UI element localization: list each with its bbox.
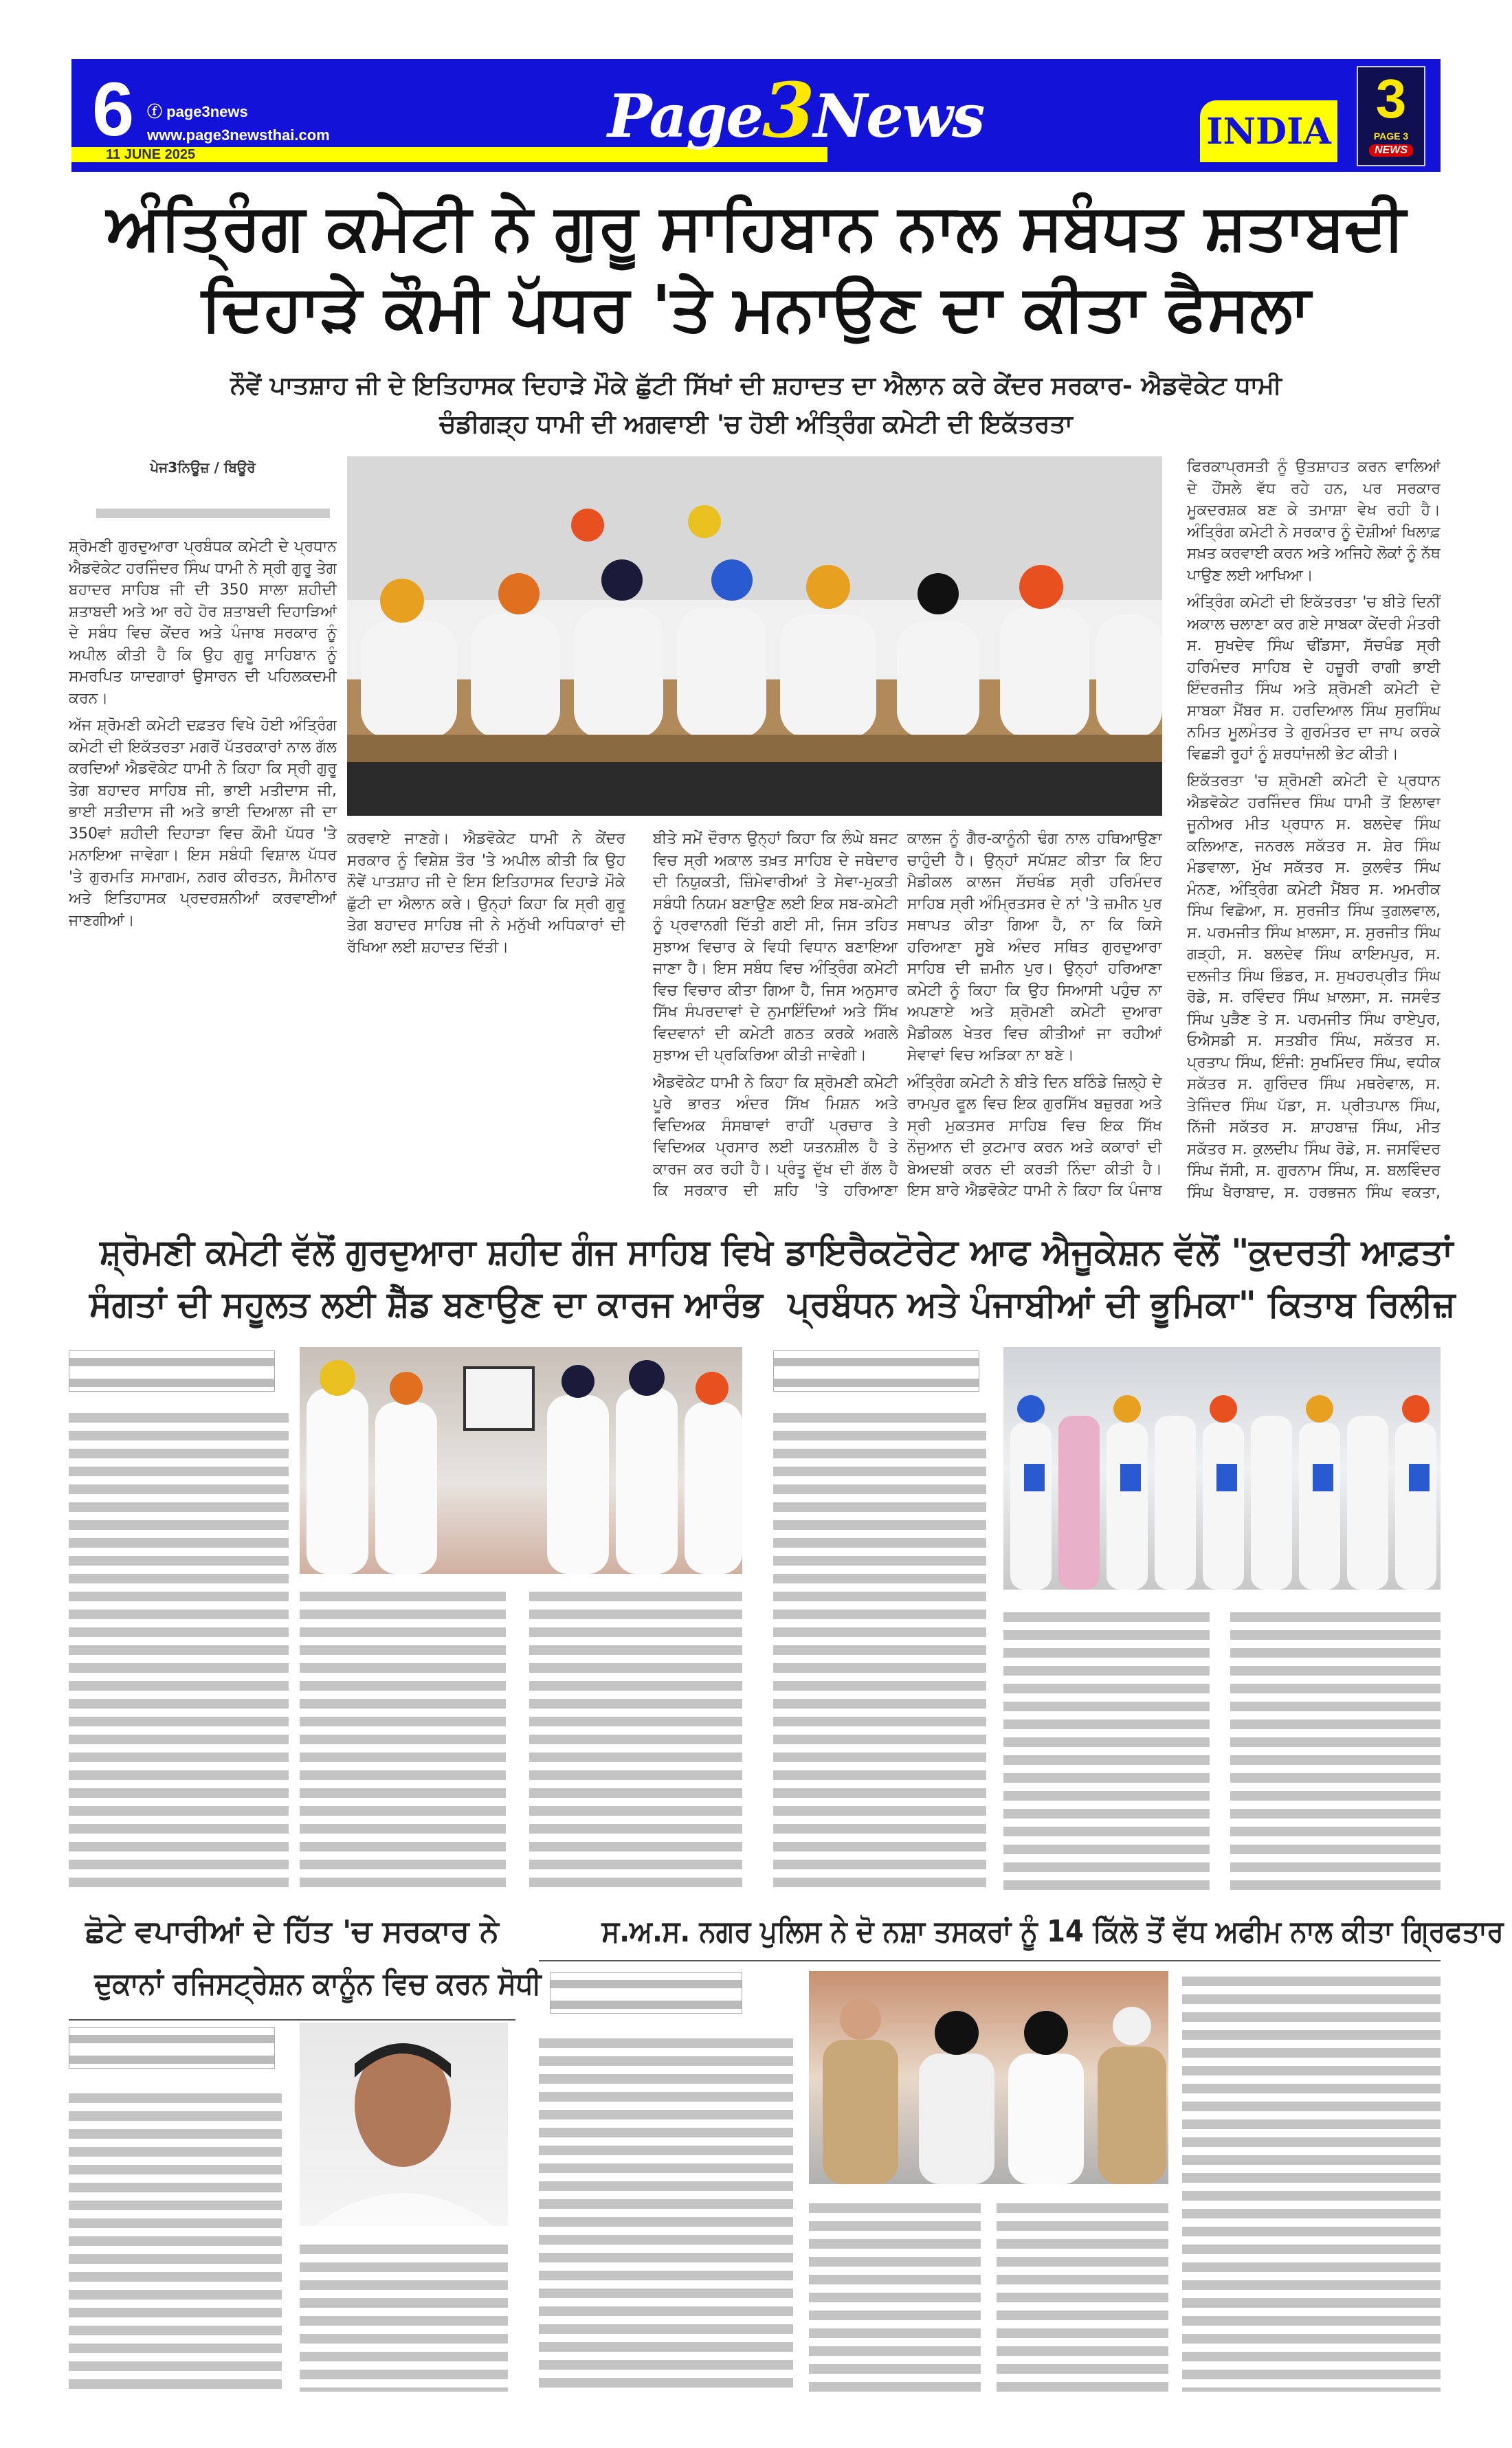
lead-subheadline bbox=[76, 367, 1436, 444]
social-links bbox=[147, 100, 330, 147]
story5-text-column bbox=[997, 2199, 1168, 2392]
page3-badge-logo: 3 PAGE 3 NEWS bbox=[1357, 66, 1425, 166]
story3-headline-line: ਪ੍ਰਬੰਧਨ ਅਤੇ ਪੰਜਾਬੀਆਂ ਦੀ ਭੂਮਿਕਾ" ਕਿਤਾਬ ਰਿਲੀਜ਼ bbox=[788, 1284, 1456, 1325]
story3-byline bbox=[773, 1350, 979, 1392]
story5-byline bbox=[550, 1972, 742, 2014]
lead-byline: ਪੇਜ3ਨਿਊਜ਼ / ਬਿਊਰੋ bbox=[150, 459, 256, 476]
story3-photo-book-release bbox=[1003, 1347, 1441, 1590]
story2-headline-line: ਸੰਗਤਾਂ ਦੀ ਸਹੂਲਤ ਲਈ ਸ਼ੈੱਡ ਬਣਾਉਣ ਦਾ ਕਾਰਜ ਆਰੰਭ bbox=[89, 1284, 763, 1325]
website-link[interactable]: www.page3newsthai.com bbox=[147, 126, 330, 144]
story5-text-column bbox=[539, 2034, 793, 2392]
lead-column-5: ਫਿਰਕਾਪ੍ਰਸਤੀ ਨੂੰ ਉਤਸ਼ਾਹਤ ਕਰਨ ਵਾਲਿਆਂ ਦੇ ਹੌਂਸਲੇ ਵੱਧ ਰਹੇ ਹਨ, ਪਰ ਸਰਕਾਰ ਮੂਕਦਰਸ਼ਕ ਬਣ ਕੇ ਤਮਾਸ਼ਾ ਵੇਖ ਰਹੀ ਹੈ। ਅੰਤ੍ਰਿੰਗ ਕਮੇਟੀ ਨੇ ਸਰਕਾਰ ਨੂੰ ਦੋਸ਼ੀਆਂ ਖਿਲਾਫ਼ ਸਖ਼ਤ ਕਰਵਾਈ ਕਰਨ ਅਤੇ ਅਜਿਹੇ ਲੋਕਾਂ ਨੂੰ ਨੱਥ ਪਾਉਣ ਲਈ ਆਖਿਆ। ਅੰਤ੍ਰਿੰਗ ਕਮੇਟੀ ਦੀ ਇਕੱਤਰਤਾ 'ਚ ਬੀਤੇ ਦਿਨੀਂ ਅਕਾਲ ਚਲਾਣਾ ਕਰ ਗਏ ਸਾਬਕਾ ਕੇਂਦਰੀ ਮੰਤਰੀ ਸ. ਸੁਖਦੇਵ ਸਿੰਘ ਢੀਂਡਸਾ, ਸੱਚਖੰਡ ਸ੍ਰੀ ਹਰਿਮੰਦਰ ਸਾਹਿਬ ਦੇ ਹਜ਼ੂਰੀ ਰਾਗੀ ਭਾਈ ਇੰਦਰਜੀਤ ਸਿੰਘ ਅਤੇ ਸ਼੍ਰੋਮਣੀ ਕਮੇਟੀ ਦੇ ਸਾਬਕਾ ਮੈਂਬਰ ਸ. ਹਰਦਿਆਲ ਸਿੰਘ ਸੁਰਸਿੰਘ ਨਮਿਤ ਮੂਲਮੰਤਰ ਤੇ ਗੁਰਮੰਤਰ ਦਾ ਜਾਪ ਕਰਕੇ ਵਿਛੜੀ ਰੂਹਾਂ ਨੂੰ ਸ਼ਰਧਾਂਜਲੀ ਭੇਟ ਕੀਤੀ। ਇਕੱਤਰਤਾ 'ਚ ਸ਼੍ਰੋਮਣੀ ਕਮੇਟੀ ਦੇ ਪ੍ਰਧਾਨ ਐਡਵੋਕੇਟ ਹਰਜਿੰਦਰ ਸਿੰਘ ਧਾਮੀ ਤੋਂ ਇਲਾਵਾ ਜੂਨੀਅਰ ਮੀਤ ਪ੍ਰਧਾਨ ਸ. ਬਲਦੇਵ ਸਿੰਘ ਕਲਿਆਣ, ਜਨਰਲ ਸਕੱਤਰ ਸ. ਸ਼ੇਰ ਸਿੰਘ ਮੰਡਵਾਲਾ, ਮੁੱਖ ਸਕੱਤਰ ਸ. ਕੁਲਵੰਤ ਸਿੰਘ ਮੰਨਣ, ਅੰਤ੍ਰਿੰਗ ਕਮੇਟੀ ਮੈਂਬਰ ਸ. ਅਮਰੀਕ ਸਿੰਘ ਵਿਛੋਆ, ਸ. ਸੁਰਜੀਤ ਸਿੰਘ ਤੁਗਲਵਾਲ, ਸ. ਪਰਮਜੀਤ ਸਿੰਘ ਖ਼ਾਲਸਾ, ਸ. ਸੁਰਜੀਤ ਸਿੰਘ ਗੜ੍ਹੀ, ਸ. ਬਲਦੇਵ ਸਿੰਘ ਕਾਇਮਪੁਰ, ਸ. ਦਲਜੀਤ ਸਿੰਘ ਭਿੰਡਰ, ਸ. ਸੁਖਹਰਪ੍ਰੀਤ ਸਿੰਘ ਰੋਡੇ, ਸ. ਰਵਿੰਦਰ ਸਿੰਘ ਖ਼ਾਲਸਾ, ਸ. ਜਸਵੰਤ ਸਿੰਘ ਪੁੜੈਣ ਤੇ ਸ. ਪਰਮਜੀਤ ਸਿੰਘ ਰਾਏਪੁਰ, ਓਐਸਡੀ ਸ. ਸਤਬੀਰ ਸਿੰਘ, ਸਕੱਤਰ ਸ. ਪ੍ਰਤਾਪ ਸਿੰਘ, ਇੰਜੀ: ਸੁਖਮਿੰਦਰ ਸਿੰਘ, ਵਧੀਕ ਸਕੱਤਰ ਸ. ਗੁਰਿੰਦਰ ਸਿੰਘ ਮਥਰੇਵਾਲ, ਸ. ਤੇਜਿੰਦਰ ਸਿੰਘ ਪੱਡਾ, ਸ. ਪ੍ਰੀਤਪਾਲ ਸਿੰਘ, ਨਿੱਜੀ ਸਕੱਤਰ ਸ. ਸ਼ਾਹਬਾਜ਼ ਸਿੰਘ, ਮੀਤ ਸਕੱਤਰ ਸ. ਕੁਲਦੀਪ ਸਿੰਘ ਰੋਡੇ, ਸ. ਜਸਵਿੰਦਰ ਸਿੰਘ ਜੱਸੀ, ਸ. ਗੁਰਨਾਮ ਸਿੰਘ, ਸ. ਬਲਵਿੰਦਰ ਸਿੰਘ ਖੈਰਾਬਾਦ, ਸ. ਹਰਭਜਨ ਸਿੰਘ ਵਕਤਾ, bbox=[1187, 458, 1441, 1201]
photo-people-illustration bbox=[1003, 1347, 1441, 1590]
lead-column-3: ਬੀਤੇ ਸਮੇਂ ਦੌਰਾਨ ਉਨ੍ਹਾਂ ਕਿਹਾ ਕਿ ਲੰਘੇ ਬਜਟ ਵਿਚ ਸ੍ਰੀ ਅਕਾਲ ਤਖ਼ਤ ਸਾਹਿਬ ਦੇ ਜਥੇਦਾਰ ਦੀ ਨਿਯੁਕਤੀ, ਜ਼ਿੰਮੇਵਾਰੀਆਂ ਤੇ ਸੇਵਾ-ਮੁਕਤੀ ਸਬੰਧੀ ਨਿਯਮ ਬਣਾਉਣ ਲਈ ਇਕ ਸਬ-ਕਮੇਟੀ ਨੂੰ ਪ੍ਰਵਾਨਗੀ ਦਿੱਤੀ ਗਈ ਸੀ, ਜਿਸ ਤਹਿਤ ਸੁਝਾਅ ਵਿਚਾਰ ਕੇ ਵਿਧੀ ਵਿਧਾਨ ਬਣਾਇਆ ਜਾਣਾ ਹੈ। ਇਸ ਸਬੰਧ ਵਿਚ ਅੰਤ੍ਰਿੰਗ ਕਮੇਟੀ ਵਿਚ ਵਿਚਾਰ ਕੀਤਾ ਗਿਆ ਹੈ, ਜਿਸ ਅਨੁਸਾਰ ਸਿੱਖ ਸੰਪਰਦਾਵਾਂ ਦੇ ਨੁਮਾਇੰਦਿਆਂ ਅਤੇ ਸਿੱਖ ਵਿਦਵਾਨਾਂ ਦੀ ਕਮੇਟੀ ਗਠਤ ਕਰਕੇ ਅਗਲੇ ਸੁਝਾਅ ਦੀ ਪ੍ਰਕਿਰਿਆ ਕੀਤੀ ਜਾਵੇਗੀ। ਐਡਵੋਕੇਟ ਧਾਮੀ ਨੇ ਕਿਹਾ ਕਿ ਸ਼੍ਰੋਮਣੀ ਕਮੇਟੀ ਪੂਰੇ ਭਾਰਤ ਅੰਦਰ ਸਿੱਖ ਮਿਸ਼ਨ ਅਤੇ ਵਿਦਿਅਕ ਸੰਸਥਾਵਾਂ ਰਾਹੀਂ ਪ੍ਰਚਾਰ ਤੇ ਵਿਦਿਅਕ ਪ੍ਰਸਾਰ ਲਈ ਯਤਨਸ਼ੀਲ ਹੈ ਤੇ ਕਾਰਜ ਕਰ ਰਹੀ ਹੈ। ਪ੍ਰੰਤੂ ਦੁੱਖ ਦੀ ਗੱਲ ਹੈ ਕਿ ਸਰਕਾਰ ਦੀ ਸ਼ਹਿ 'ਤੇ ਹਰਿਆਣਾ bbox=[653, 830, 898, 1199]
story3-text-column bbox=[1003, 1608, 1210, 1890]
story3-text-column bbox=[773, 1409, 986, 1890]
story5-text-column bbox=[809, 2199, 981, 2392]
lead-headline bbox=[76, 187, 1436, 349]
portrait-illustration bbox=[300, 2023, 508, 2226]
lead-headline-line: ਦਿਹਾੜੇ ਕੌਮੀ ਪੱਧਰ 'ਤੇ ਮਨਾਉਣ ਦਾ ਕੀਤਾ ਫੈਸਲਾ bbox=[201, 271, 1311, 345]
facebook-handle[interactable]: page3news bbox=[166, 103, 248, 120]
story4-portrait-photo bbox=[300, 2023, 508, 2226]
issue-date: 11 JUNE 2025 bbox=[106, 147, 196, 162]
newspaper-logo: Page3News bbox=[608, 66, 984, 155]
story2-headline-line: ਸ਼੍ਰੋਮਣੀ ਕਮੇਟੀ ਵੱਲੋਂ ਗੁਰਦੁਆਰਾ ਸ਼ਹੀਦ ਗੰਜ ਸਾਹਿਬ ਵਿਖੇ bbox=[99, 1232, 773, 1273]
story2-photo-foundation-stone bbox=[300, 1347, 742, 1574]
story4-headline-line: ਦੁਕਾਨਾਂ ਰਜਿਸਟ੍ਰੇਸ਼ਨ ਕਾਨੂੰਨ ਵਿਚ ਕਰਨ ਸੋਧੀ bbox=[94, 1966, 542, 2001]
story4-headline bbox=[69, 1906, 542, 2010]
photo-people-illustration bbox=[300, 1347, 742, 1574]
story5-photo-arrested-suspects bbox=[809, 1971, 1168, 2184]
lead-subheadline-line: ਨੌਵੇਂ ਪਾਤਸ਼ਾਹ ਜੀ ਦੇ ਇਤਿਹਾਸਕ ਦਿਹਾੜੇ ਮੌਕੇ ਛੁੱਟੀ ਸਿੱਖਾਂ ਦੀ ਸ਼ਹਾਦਤ ਦਾ ਐਲਾਨ ਕਰੇ ਕੇਂਦਰ ਸਰਕਾਰ- ਐਡਵੋਕੇਟ ਧਾਮੀ bbox=[230, 372, 1282, 400]
story5-headline-line: ਸ.ਅ.ਸ. ਨਗਰ ਪੁਲਿਸ ਨੇ ਦੋ ਨਸ਼ਾ ਤਸਕਰਾਂ ਨੂੰ 14 ਕਿੱਲੋ ਤੋਂ ਵੱਧ ਅਫੀਮ ਨਾਲ ਕੀਤਾ ਗ੍ਰਿਫਤਾਰ bbox=[601, 1914, 1504, 1949]
story5-headline bbox=[539, 1906, 1504, 1958]
story2-text-column bbox=[300, 1588, 506, 1890]
story2-byline bbox=[69, 1350, 275, 1392]
byline-rule bbox=[96, 509, 330, 518]
story4-text-column bbox=[300, 2240, 508, 2392]
divider bbox=[69, 2019, 515, 2021]
lead-photo-committee-meeting bbox=[347, 456, 1162, 816]
lead-subheadline-line: ਚੰਡੀਗੜ੍ਹ ਧਾਮੀ ਦੀ ਅਗਵਾਈ 'ਚ ਹੋਈ ਅੰਤ੍ਰਿੰਗ ਕਮੇਟੀ ਦੀ ਇਕੱਤਰਤਾ bbox=[439, 410, 1073, 438]
story2-headline bbox=[69, 1226, 773, 1331]
lead-headline-line: ਅੰਤ੍ਰਿੰਗ ਕਮੇਟੀ ਨੇ ਗੁਰੂ ਸਾਹਿਬਾਨ ਨਾਲ ਸਬੰਧਤ ਸ਼ਤਾਬਦੀ bbox=[106, 190, 1406, 264]
story3-headline-line: ਡਾਇਰੈਕਟੋਰੇਟ ਆਫ ਐਜੂਕੇਸ਼ਨ ਵੱਲੋਂ "ਕੁਦਰਤੀ ਆਫ਼ਤਾਂ bbox=[785, 1232, 1454, 1273]
lead-column-1: ਸ਼੍ਰੋਮਣੀ ਗੁਰਦੁਆਰਾ ਪ੍ਰਬੰਧਕ ਕਮੇਟੀ ਦੇ ਪ੍ਰਧਾਨ ਐਡਵੋਕੇਟ ਹਰਜਿੰਦਰ ਸਿੰਘ ਧਾਮੀ ਨੇ ਸ੍ਰੀ ਗੁਰੂ ਤੇਗ ਬਹਾਦਰ ਸਾਹਿਬ ਜੀ ਦੀ 350 ਸਾਲਾ ਸ਼ਹੀਦੀ ਸ਼ਤਾਬਦੀ ਅਤੇ ਆ ਰਹੇ ਹੋਰ ਸ਼ਤਾਬਦੀ ਦਿਹਾੜਿਆਂ ਦੇ ਸਬੰਧ ਵਿਚ ਕੇਂਦਰ ਅਤੇ ਪੰਜਾਬ ਸਰਕਾਰ ਨੂੰ ਅਪੀਲ ਕੀਤੀ ਹੈ ਕਿ ਉਹ ਗੁਰੂ ਸਾਹਿਬਾਨ ਨੂੰ ਸਮਰਪਿਤ ਯਾਦਗਾਰਾਂ ਉਸਾਰਨ ਦੀ ਪਹਿਲਕਦਮੀ ਕਰਨ। ਅੱਜ ਸ਼੍ਰੋਮਣੀ ਕਮੇਟੀ ਦਫ਼ਤਰ ਵਿਖੇ ਹੋਈ ਅੰਤ੍ਰਿੰਗ ਕਮੇਟੀ ਦੀ ਇਕੱਤਰਤਾ ਮਗਰੋਂ ਪੱਤਰਕਾਰਾਂ ਨਾਲ ਗੱਲ ਕਰਦਿਆਂ ਐਡਵੋਕੇਟ ਧਾਮੀ ਨੇ ਕਿਹਾ ਕਿ ਸ੍ਰੀ ਗੁਰੂ ਤੇਗ ਬਹਾਦਰ ਸਾਹਿਬ ਜੀ, ਭਾਈ ਮਤੀਦਾਸ ਜੀ, ਭਾਈ ਸਤੀਦਾਸ ਜੀ ਅਤੇ ਭਾਈ ਦਿਆਲਾ ਜੀ ਦਾ 350ਵਾਂ ਸ਼ਹੀਦੀ ਦਿਹਾੜਾ ਵਿਚ ਕੌਮੀ ਪੱਧਰ 'ਤੇ ਮਨਾਇਆ ਜਾਵੇਗਾ। ਇਸ ਸਬੰਧੀ ਵਿਸ਼ਾਲ ਪੱਧਰ 'ਤੇ ਗੁਰਮਤਿ ਸਮਾਗਮ, ਨਗਰ ਕੀਰਤਨ, ਸੈਮੀਨਾਰ ਅਤੇ ਇਤਿਹਾਸਕ ਪ੍ਰਦਰਸ਼ਨੀਆਂ ਕਰਵਾਈਆਂ ਜਾਣਗੀਆਂ। bbox=[69, 538, 337, 929]
story3-text-column bbox=[1230, 1608, 1441, 1890]
story4-text-column bbox=[69, 2089, 282, 2392]
story4-headline-line: ਛੋਟੇ ਵਪਾਰੀਆਂ ਦੇ ਹਿੱਤ 'ਚ ਸਰਕਾਰ ਨੇ bbox=[85, 1914, 499, 1949]
story4-byline bbox=[69, 2027, 275, 2069]
edition-label: INDIA bbox=[1200, 100, 1337, 162]
story2-text-column bbox=[69, 1409, 289, 1890]
photo-people-illustration bbox=[809, 1971, 1168, 2184]
story2-text-column bbox=[529, 1588, 742, 1890]
story5-text-column bbox=[1182, 1972, 1441, 2392]
divider bbox=[539, 1960, 1441, 1961]
lead-column-4: ਕਾਲਜ ਨੂੰ ਗੈਰ-ਕਾਨੂੰਨੀ ਢੰਗ ਨਾਲ ਹਥਿਆਉਣਾ ਚਾਹੁੰਦੀ ਹੈ। ਉਨ੍ਹਾਂ ਸਪੱਸ਼ਟ ਕੀਤਾ ਕਿ ਇਹ ਮੈਡੀਕਲ ਕਾਲਜ ਸੱਚਖੰਡ ਸ੍ਰੀ ਹਰਿਮੰਦਰ ਸਾਹਿਬ ਸ੍ਰੀ ਅੰਮ੍ਰਿਤਸਰ ਦੇ ਨਾਂ 'ਤੇ ਜ਼ਮੀਨ ਪੁਰ ਸਥਾਪਤ ਕੀਤਾ ਗਿਆ ਹੈ, ਨਾ ਕਿ ਕਿਸੇ ਹਰਿਆਣਾ ਸੂਬੇ ਅੰਦਰ ਸਥਿਤ ਗੁਰਦੁਆਰਾ ਸਾਹਿਬ ਦੀ ਜ਼ਮੀਨ ਪੁਰ। ਉਨ੍ਹਾਂ ਹਰਿਆਣਾ ਕਮੇਟੀ ਨੂੰ ਕਿਹਾ ਕਿ ਉਹ ਸਿਆਸੀ ਪਹੁੰਚ ਨਾ ਅਪਣਾਏ ਅਤੇ ਸ਼੍ਰੋਮਣੀ ਕਮੇਟੀ ਦੁਆਰਾ ਮੈਡੀਕਲ ਖੇਤਰ ਵਿਚ ਕੀਤੀਆਂ ਜਾ ਰਹੀਆਂ ਸੇਵਾਵਾਂ ਵਿਚ ਅੜਿਕਾ ਨਾ ਬਣੇ। ਅੰਤ੍ਰਿੰਗ ਕਮੇਟੀ ਨੇ ਬੀਤੇ ਦਿਨ ਬਠਿੰਡੇ ਜ਼ਿਲ੍ਹੇ ਦੇ ਰਾਮਪੁਰ ਫੂਲ ਵਿਚ ਇਕ ਗੁਰਸਿੱਖ ਬਜ਼ੁਰਗ ਅਤੇ ਸ੍ਰੀ ਮੁਕਤਸਰ ਸਾਹਿਬ ਵਿਚ ਇਕ ਸਿੱਖ ਨੌਜੁਆਨ ਦੀ ਕੁਟਮਾਰ ਕਰਨ ਅਤੇ ਕਕਾਰਾਂ ਦੀ ਬੇਅਦਬੀ ਕਰਨ ਦੀ ਕਰੜੀ ਨਿੰਦਾ ਕੀਤੀ ਹੈ। ਇਸ ਬਾਰੇ ਐਡਵੋਕੇਟ ਧਾਮੀ ਨੇ ਕਿਹਾ ਕਿ ਪੰਜਾਬ bbox=[907, 830, 1162, 1199]
masthead bbox=[71, 59, 1441, 172]
facebook-icon: ⓕ bbox=[147, 103, 167, 120]
photo-people-illustration bbox=[347, 456, 1162, 816]
story3-headline bbox=[773, 1226, 1456, 1331]
page-number: 6 bbox=[92, 67, 135, 152]
lead-column-2: ਕਰਵਾਏ ਜਾਣਗੇ। ਐਡਵੋਕੇਟ ਧਾਮੀ ਨੇ ਕੇਂਦਰ ਸਰਕਾਰ ਨੂੰ ਵਿਸ਼ੇਸ਼ ਤੌਰ 'ਤੇ ਅਪੀਲ ਕੀਤੀ ਕਿ ਉਹ ਨੌਵੇਂ ਪਾਤਸ਼ਾਹ ਜੀ ਦੇ ਇਸ ਇਤਿਹਾਸਕ ਦਿਹਾੜੇ ਮੌਕੇ ਛੁੱਟੀ ਦਾ ਐਲਾਨ ਕਰੇ। ਉਨ੍ਹਾਂ ਕਿਹਾ ਕਿ ਸ੍ਰੀ ਗੁਰੂ ਤੇਗ ਬਹਾਦਰ ਸਾਹਿਬ ਜੀ ਨੇ ਮਨੁੱਖੀ ਅਧਿਕਾਰਾਂ ਦੀ ਰੱਖਿਆ ਲਈ ਸ਼ਹਾਦਤ ਦਿੱਤੀ। bbox=[347, 830, 625, 956]
